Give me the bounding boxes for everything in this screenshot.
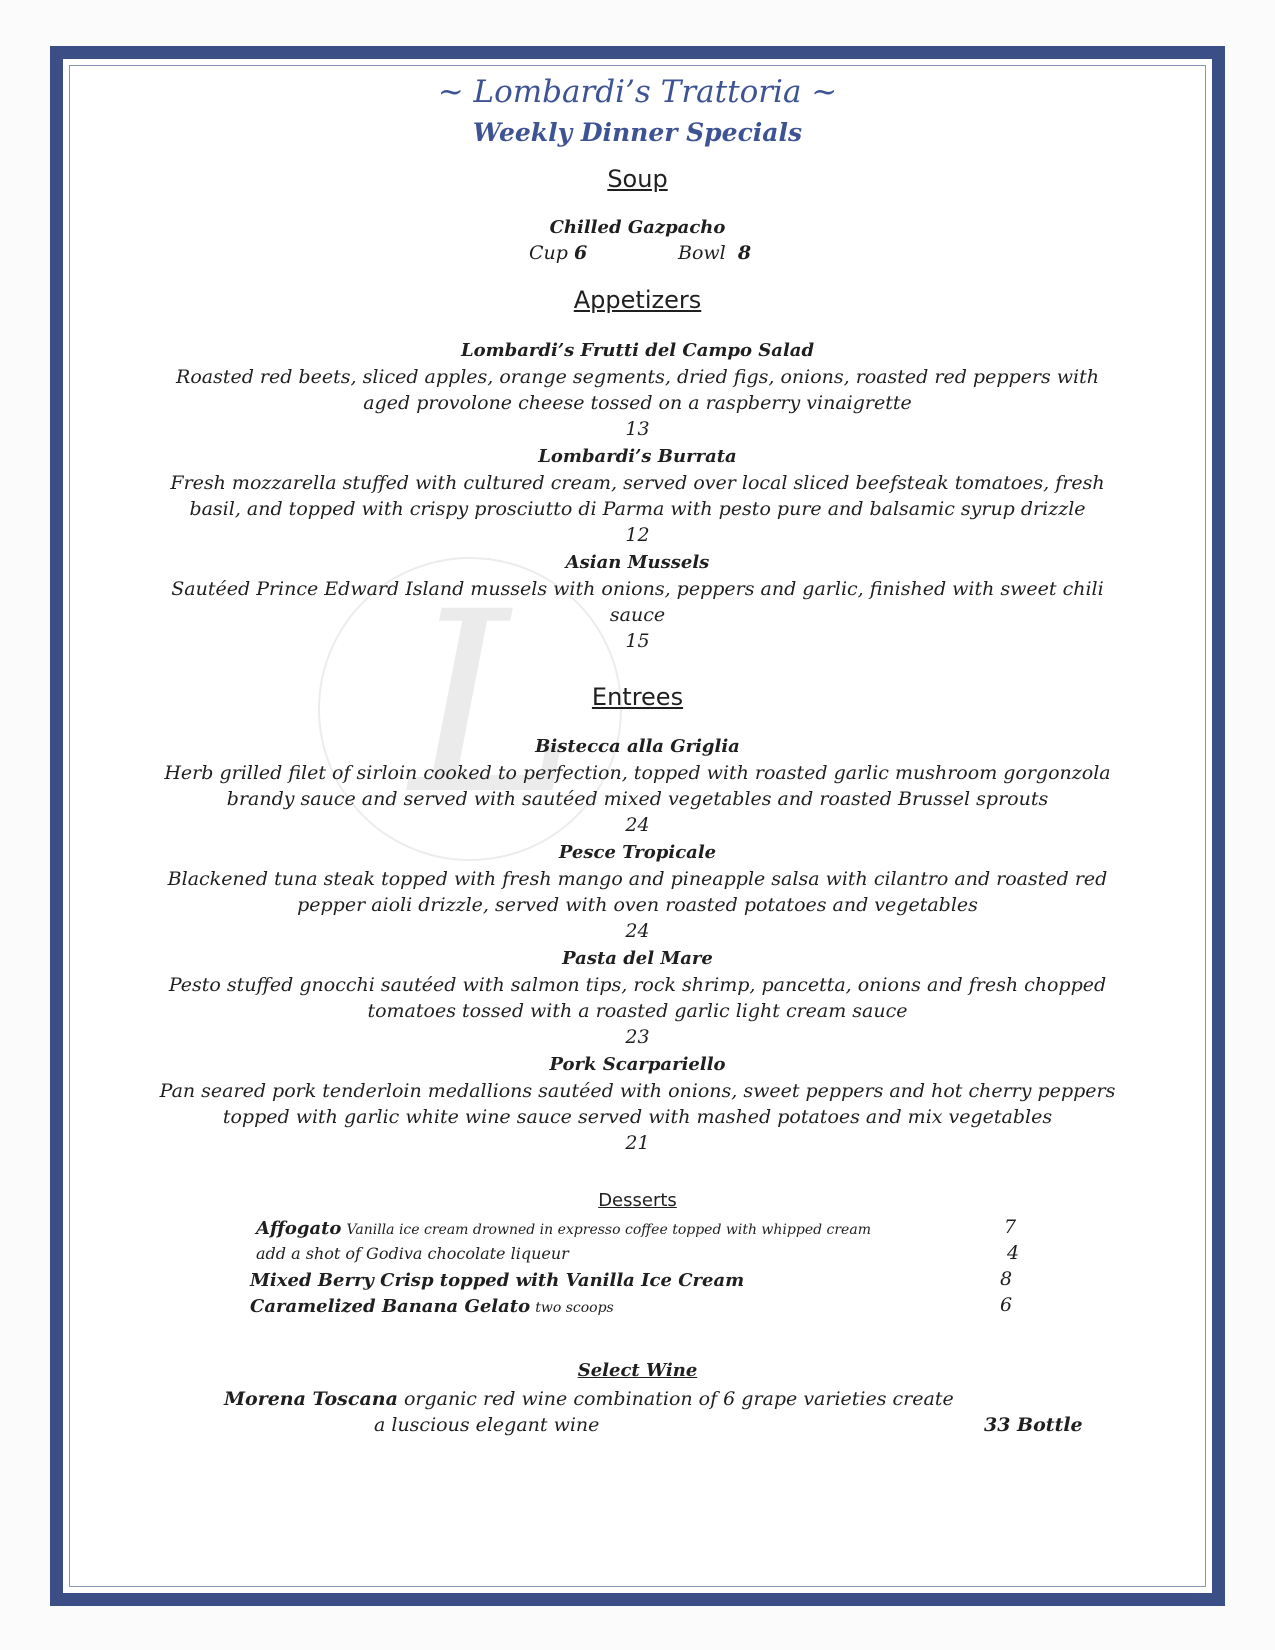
dessert-name: Caramelized Banana Gelato (250, 1296, 531, 1317)
dessert-row (250, 1296, 614, 1317)
dessert-row (256, 1218, 871, 1239)
soup-bowl-size: Bowl 8 (678, 242, 752, 264)
appetizers-heading: Appetizers (573, 286, 702, 314)
entree-description: Pan seared pork tenderloin medallions sautéed with onions, sweet peppers and hot cherry peppers (159, 1080, 1116, 1102)
entree-description: topped with garlic white wine sauce served with mashed potatoes and mix vegetables (222, 1106, 1053, 1128)
appetizer-description: Fresh mozzarella stuffed with cultured cream, served over local sliced beefsteak tomatoes, fresh (170, 472, 1105, 494)
appetizer-price: 13 (625, 418, 650, 440)
dessert-price: 8 (1000, 1268, 1013, 1290)
entree-name: Pork Scarpariello (549, 1054, 726, 1075)
soup-name: Chilled Gazpacho (549, 217, 726, 238)
appetizer-description: sauce (609, 604, 666, 626)
entree-name: Pasta del Mare (562, 948, 713, 969)
soup-cup-size: Cup 6 (529, 242, 588, 264)
wine-heading: Select Wine (577, 1360, 698, 1381)
dessert-note: Vanilla ice cream drowned in expresso coffee topped with whipped cream (346, 1222, 871, 1238)
entree-description: brandy sauce and served with sautéed mixed vegetables and roasted Brussel sprouts (226, 788, 1049, 810)
appetizer-price: 12 (625, 524, 650, 546)
entrees-heading: Entrees (591, 683, 684, 711)
wine-description: organic red wine combination of 6 grape varieties create (403, 1388, 954, 1410)
entree-name: Bistecca alla Griglia (535, 736, 740, 757)
dessert-price: 4 (1007, 1242, 1020, 1264)
entree-description: tomatoes tossed with a roasted garlic light cream sauce (367, 1000, 908, 1022)
dessert-price: 6 (1000, 1294, 1013, 1316)
entree-description: Pesto stuffed gnocchi sautéed with salmon tips, rock shrimp, pancetta, onions and fresh chopped (168, 974, 1107, 996)
menu-subtitle: Weekly Dinner Specials (472, 118, 803, 147)
entree-name: Pesce Tropicale (558, 842, 717, 863)
appetizer-description: aged provolone cheese tossed on a raspberry vinaigrette (363, 392, 912, 414)
desserts-heading: Desserts (598, 1190, 677, 1211)
appetizer-price: 15 (625, 630, 650, 652)
restaurant-title: ~ Lombardi’s Trattoria ~ (437, 74, 838, 110)
wine-description-2: a luscious elegant wine (374, 1414, 600, 1436)
wine-name: Morena Toscana (224, 1388, 398, 1410)
appetizer-description: Sautéed Prince Edward Island mussels with onions, peppers and garlic, finished with sweet chili (171, 578, 1104, 600)
dessert-name: Mixed Berry Crisp topped with Vanilla Ice Cream (250, 1270, 745, 1291)
wine-price: 33 Bottle (984, 1414, 1083, 1436)
dessert-row (256, 1244, 569, 1263)
entree-price: 21 (625, 1132, 650, 1154)
appetizer-name: Lombardi’s Frutti del Campo Salad (460, 340, 815, 361)
dessert-note: two scoops (535, 1300, 614, 1316)
dessert-name: Affogato (256, 1218, 342, 1239)
dessert-row (250, 1270, 744, 1291)
watermark-letter: L (410, 558, 577, 849)
entree-description: Herb grilled filet of sirloin cooked to perfection, topped with roasted garlic mushroom gorgonzola (164, 762, 1111, 784)
entree-description: Blackened tuna steak topped with fresh mango and pineapple salsa with cilantro and roasted red (167, 868, 1108, 890)
dessert-note: add a shot of Godiva chocolate liqueur (256, 1244, 569, 1263)
wine-line-1 (224, 1388, 954, 1410)
appetizer-name: Asian Mussels (565, 552, 710, 573)
soup-heading: Soup (607, 165, 668, 193)
entree-price: 23 (625, 1026, 650, 1048)
entree-price: 24 (625, 814, 650, 836)
appetizer-name: Lombardi’s Burrata (538, 446, 737, 467)
entree-description: pepper aioli drizzle, served with oven roasted potatoes and vegetables (297, 894, 978, 916)
appetizer-description: Roasted red beets, sliced apples, orange segments, dried figs, onions, roasted red peppers with (176, 366, 1099, 388)
appetizer-description: basil, and topped with crispy prosciutto di Parma with pesto pure and balsamic syrup drizzle (189, 498, 1086, 520)
entree-price: 24 (625, 920, 650, 942)
dessert-price: 7 (1004, 1216, 1017, 1238)
